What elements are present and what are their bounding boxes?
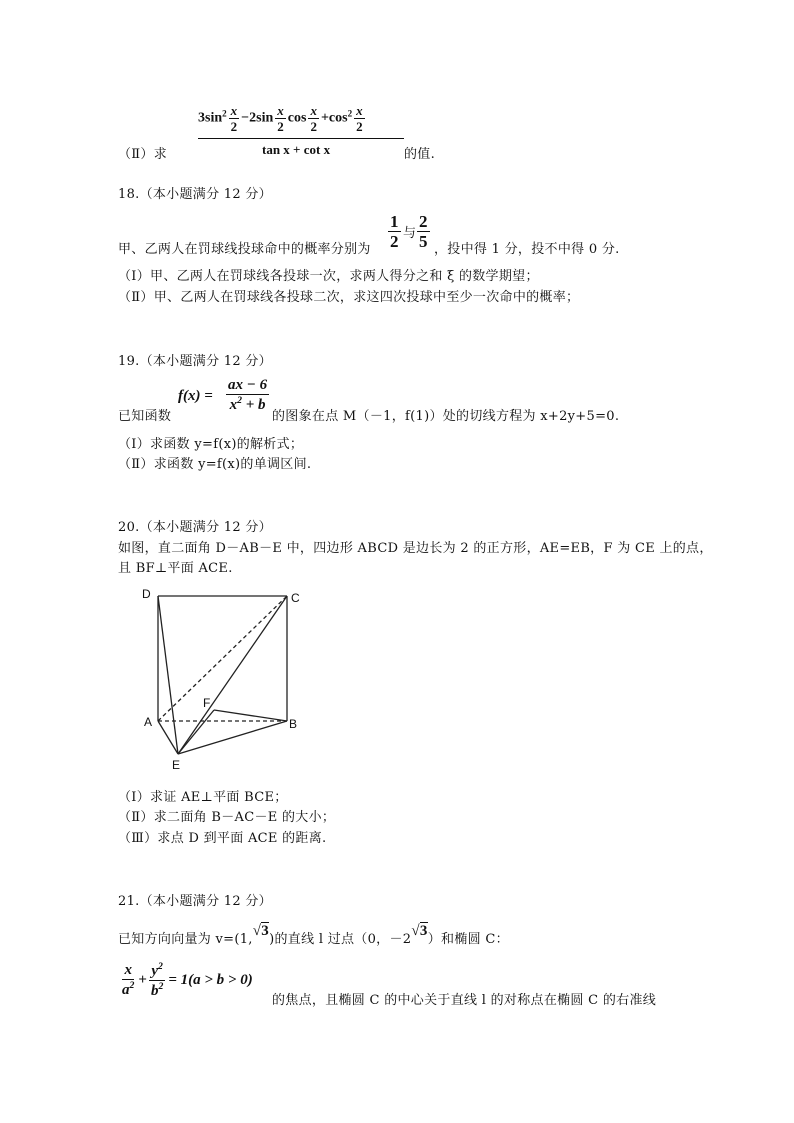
edge-EC	[178, 596, 287, 754]
q20-line1: 如图，直二面角 D－AB－E 中，四边形 ABCD 是边长为 2 的正方形，AE=EB，F 为 CE 上的点，	[118, 541, 713, 556]
q19-line1-prefix: 已知函数	[118, 409, 172, 424]
q17-part2-suffix: 的值.	[404, 147, 436, 162]
q19-part2: （Ⅱ）求函数 y=f(x)的单调区间.	[118, 457, 312, 472]
q19-part1: （Ⅰ）求函数 y=f(x)的解析式；	[118, 437, 304, 452]
label-C: C	[291, 591, 300, 605]
q19-line1-suffix: 的图象在点 M（－1，f(1)）处的切线方程为 x+2y+5=0.	[272, 409, 620, 424]
edge-AC-dashed	[158, 596, 287, 721]
q20-part3: （Ⅲ）求点 D 到平面 ACE 的距离.	[118, 831, 327, 846]
edge-ED	[158, 596, 178, 754]
q17-denominator: tan x + cot x	[262, 142, 331, 157]
q21-ellipse-equation: $\frac{x}{a^2}$ + $\frac{y^2}{b^2}$ = 1(a > b > 0)	[122, 961, 253, 999]
q18-fraction-a: $\frac{1}{2}$	[390, 212, 399, 251]
q20-part2: （Ⅱ）求二面角 B－AC－E 的大小；	[118, 810, 336, 825]
q18-line1-prefix: 甲、乙两人在罚球线投球命中的概率分别为	[118, 242, 371, 257]
q18-part2: （Ⅱ）甲、乙两人在罚球线各投球二次，求这四次投球中至少一次命中的概率；	[118, 290, 580, 305]
q21-line1: 已知方向向量为 v=(1,√3)的直线 l 过点（0，－2√3）和椭圆 C：	[118, 923, 509, 947]
label-D: D	[142, 587, 151, 601]
edge-EB	[178, 721, 287, 754]
label-A: A	[144, 715, 153, 729]
q17-fraction-bar	[198, 138, 404, 139]
q21-line2: 的焦点，且椭圆 C 的中心关于直线 l 的对称点在椭圆 C 的右准线	[272, 993, 657, 1008]
q20-heading: 20.（本小题满分 12 分）	[118, 520, 272, 535]
edge-FE	[178, 710, 214, 754]
q18-fraction-b: $\frac{2}{5}$	[419, 212, 428, 251]
q19-denominator: $x^2 + b$	[229, 395, 266, 413]
q20-line2: 且 BF⊥平面 ACE.	[118, 561, 233, 576]
q17-part2-prefix: （Ⅱ）求	[118, 147, 168, 162]
q17-numerator: $3\sin^2$ $\frac{x}{2}$ −2sin $\frac{x}{2}$ cos $\frac{x}{2}$ $+\cos^2$ $\frac{x}{2}$	[198, 103, 363, 134]
q18-part1: （Ⅰ）甲、乙两人在罚球线各投球一次，求两人得分之和 ξ 的数学期望；	[118, 269, 539, 284]
q19-numerator: ax − 6	[228, 377, 268, 393]
label-B: B	[289, 717, 298, 731]
q20-geometry-figure	[130, 580, 320, 775]
label-E: E	[172, 758, 181, 772]
edge-FB	[214, 710, 287, 721]
q19-heading: 19.（本小题满分 12 分）	[118, 354, 272, 369]
q18-line1-suffix: ，投中得 1 分，投不中得 0 分.	[434, 242, 620, 257]
q19-fraction	[226, 378, 269, 413]
q21-heading: 21.（本小题满分 12 分）	[118, 894, 272, 909]
label-F: F	[203, 696, 211, 710]
q18-connector: 与	[403, 226, 417, 241]
q20-part1: （Ⅰ）求证 AE⊥平面 BCE；	[118, 790, 288, 805]
q19-fx: f(x) =	[178, 388, 213, 404]
q18-heading: 18.（本小题满分 12 分）	[118, 187, 272, 202]
